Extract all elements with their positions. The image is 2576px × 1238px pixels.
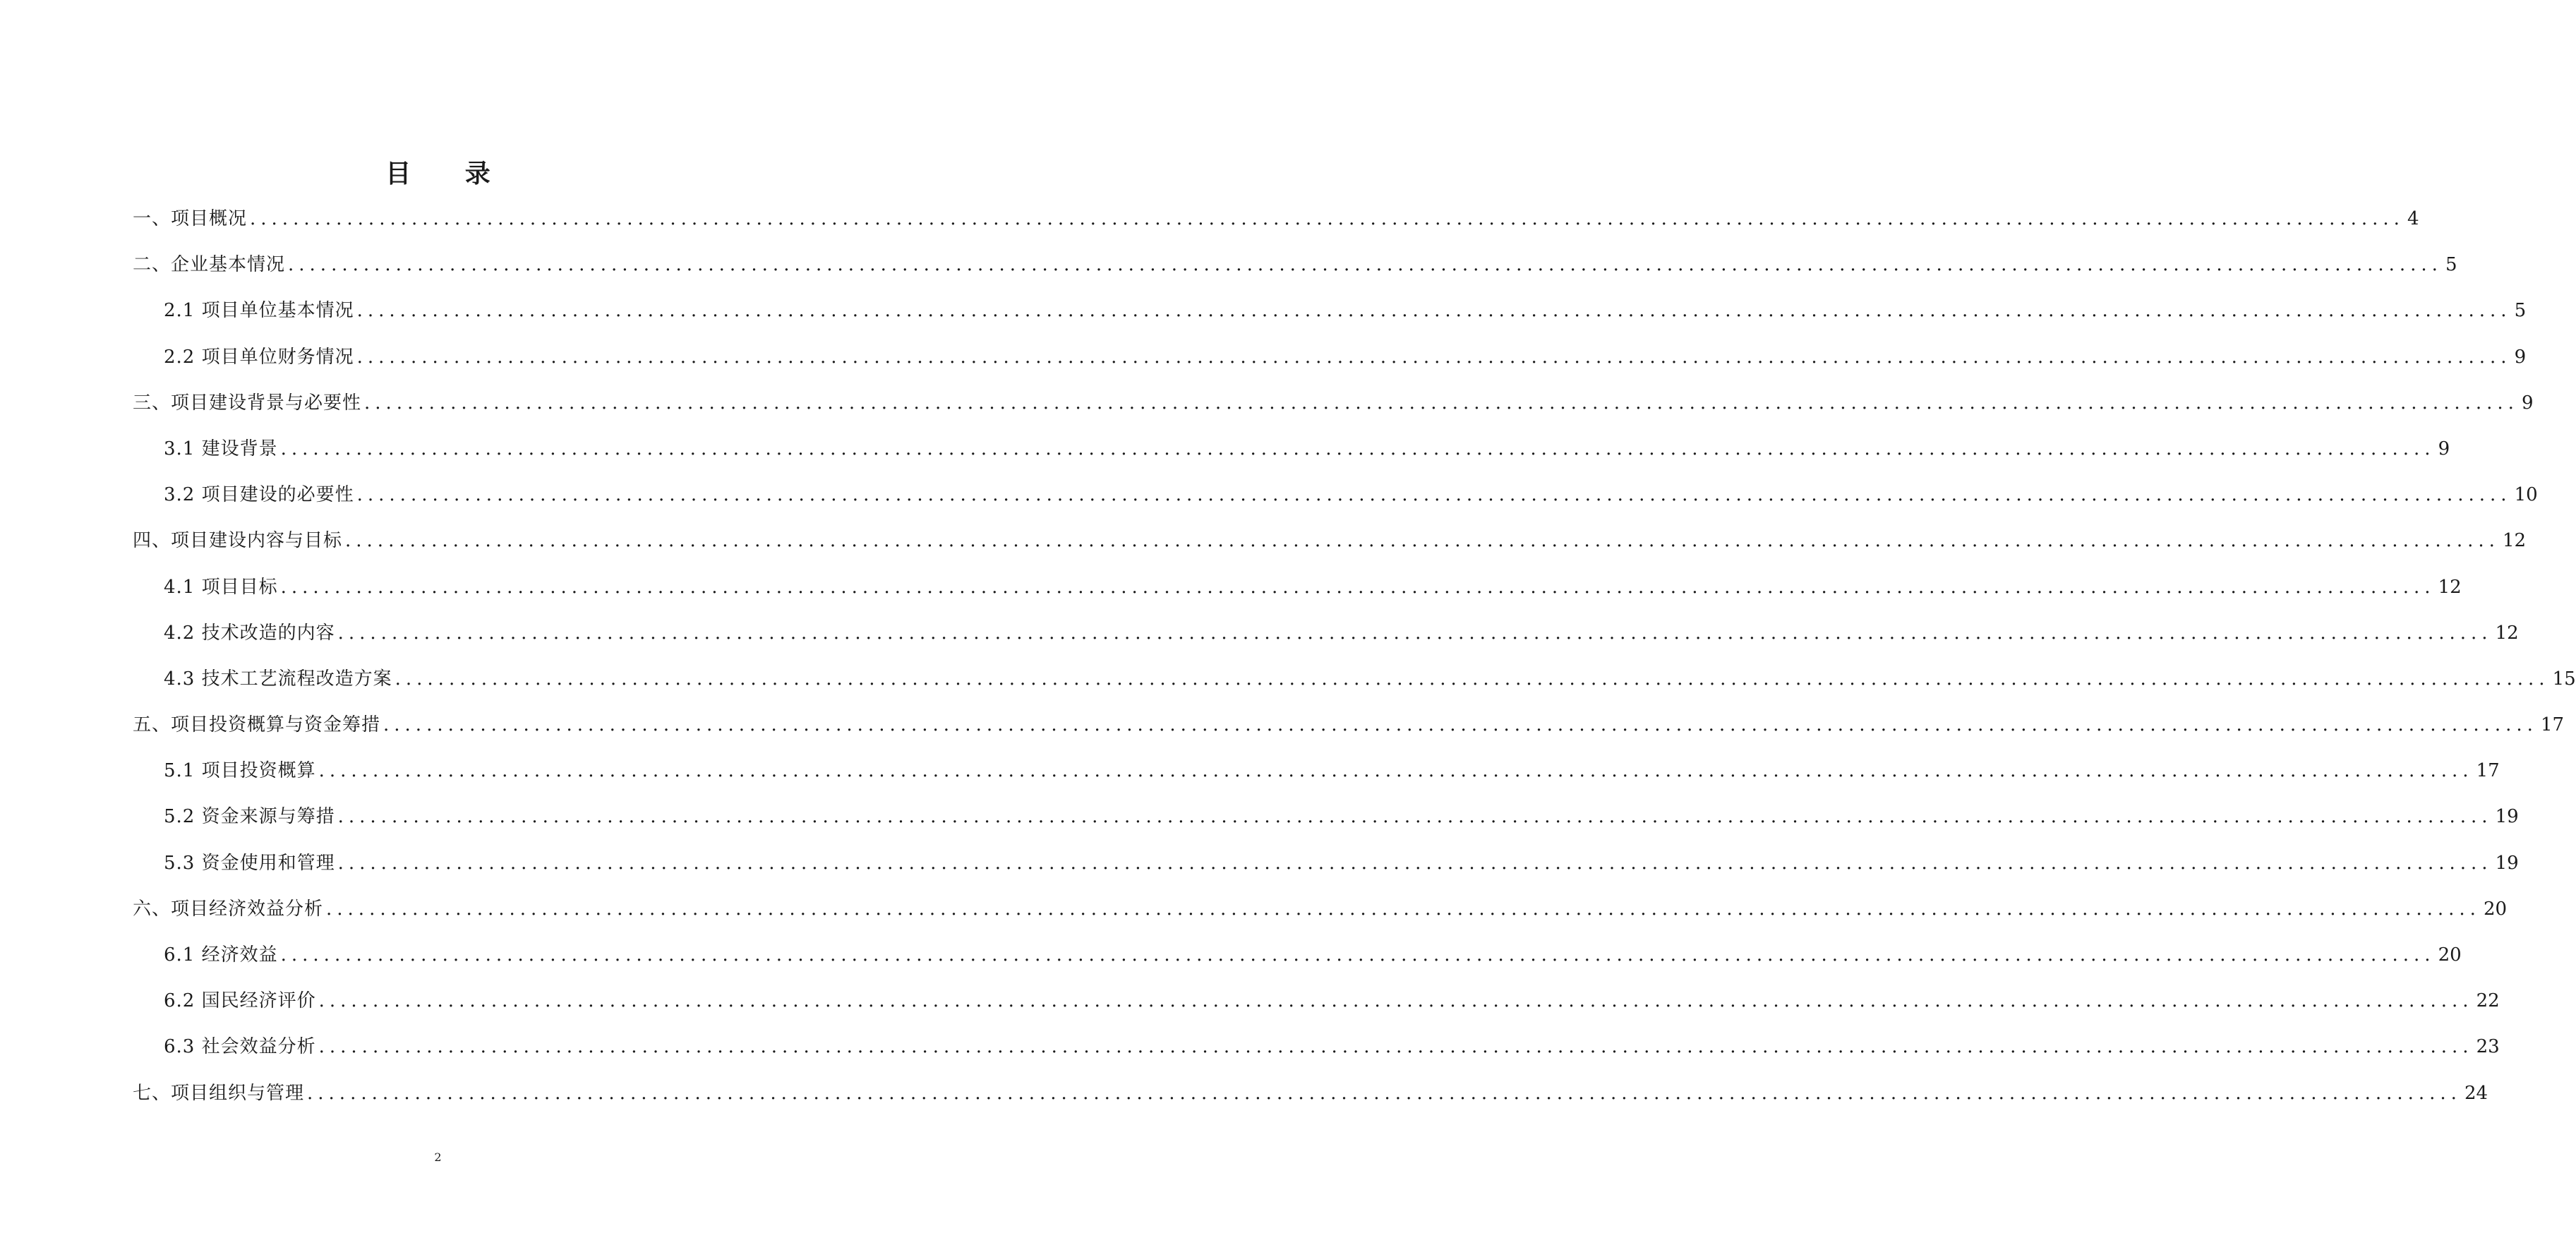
toc-leader-dots: ........................................................................................................................................................................................................: [280, 944, 2436, 966]
toc-entry-page: 19: [2495, 806, 2519, 828]
toc-leader-dots: ........................................................................................................................................................................................................: [337, 806, 2493, 828]
toc-entry[interactable]: [133, 757, 2500, 803]
page-number: 2: [434, 1150, 442, 1164]
toc-entry[interactable]: [133, 205, 2419, 251]
toc-entry-page: 4: [2407, 208, 2419, 229]
toc-entry-label: 4.3 技术工艺流程改造方案: [164, 668, 392, 690]
toc-entry-page: 9: [2514, 346, 2527, 368]
toc-entry[interactable]: [133, 803, 2519, 848]
toc-entry[interactable]: [133, 1079, 2488, 1125]
toc-leader-dots: ........................................................................................................................................................................................................: [280, 438, 2436, 459]
toc-title: 目 录: [385, 159, 513, 188]
toc-entry-page: 10: [2514, 484, 2538, 506]
toc-entry-label: 七、项目组织与管理: [133, 1082, 305, 1104]
toc-leader-dots: ........................................................................................................................................................................................................: [307, 1082, 2462, 1104]
toc-entry-page: 20: [2483, 898, 2508, 920]
toc-entry[interactable]: [133, 527, 2527, 572]
toc-entry-page: 24: [2464, 1082, 2488, 1104]
toc-entry[interactable]: [133, 849, 2519, 895]
toc-entry-label: 2.2 项目单位财务情况: [164, 346, 354, 368]
toc-leader-dots: ........................................................................................................................................................................................................: [280, 576, 2436, 598]
toc-entry-label: 五、项目投资概算与资金筹措: [133, 714, 381, 736]
toc-leader-dots: ........................................................................................................................................................................................................: [318, 760, 2474, 782]
toc-entry[interactable]: [133, 296, 2527, 342]
toc-entry-page: 15: [2552, 668, 2576, 690]
toc-entry[interactable]: [133, 435, 2450, 481]
toc-entry-page: 19: [2495, 852, 2519, 874]
table-of-contents: [133, 205, 2576, 1125]
toc-entry-label: 4.1 项目目标: [164, 576, 278, 598]
toc-leader-dots: ........................................................................................................................................................................................................: [318, 1036, 2474, 1058]
toc-entry[interactable]: [133, 389, 2534, 435]
toc-leader-dots: ........................................................................................................................................................................................................: [250, 208, 2405, 229]
toc-entry-page: 17: [2476, 760, 2500, 782]
toc-entry-page: 9: [2521, 392, 2534, 414]
toc-leader-dots: ........................................................................................................................................................................................................: [337, 852, 2493, 874]
toc-leader-dots: ........................................................................................................................................................................................................: [395, 668, 2550, 690]
toc-entry-page: 17: [2540, 714, 2565, 736]
toc-entry[interactable]: [133, 941, 2462, 987]
toc-entry-label: 一、项目概况: [133, 208, 248, 229]
toc-entry-label: 四、项目建设内容与目标: [133, 530, 343, 552]
toc-entry-label: 2.1 项目单位基本情况: [164, 300, 354, 322]
toc-entry-label: 6.1 经济效益: [164, 944, 278, 966]
toc-entry-label: 6.2 国民经济评价: [164, 990, 316, 1012]
toc-entry-page: 12: [2438, 576, 2462, 598]
toc-entry-page: 12: [2502, 530, 2527, 552]
toc-entry-label: 六、项目经济效益分析: [133, 898, 324, 920]
toc-entry-label: 3.2 项目建设的必要性: [164, 484, 354, 506]
toc-entry[interactable]: [133, 481, 2538, 527]
toc-leader-dots: ........................................................................................................................................................................................................: [364, 392, 2519, 414]
toc-leader-dots: ........................................................................................................................................................................................................: [337, 622, 2493, 644]
toc-entry-label: 三、项目建设背景与必要性: [133, 392, 362, 414]
toc-entry[interactable]: [133, 665, 2576, 711]
toc-entry-page: 5: [2514, 300, 2527, 322]
toc-leader-dots: ........................................................................................................................................................................................................: [356, 346, 2512, 368]
toc-entry-label: 4.2 技术改造的内容: [164, 622, 335, 644]
toc-leader-dots: ........................................................................................................................................................................................................: [356, 300, 2512, 322]
toc-entry-label: 6.3 社会效益分析: [164, 1036, 316, 1058]
toc-entry[interactable]: [133, 895, 2508, 941]
toc-entry-label: 二、企业基本情况: [133, 254, 286, 276]
toc-entry[interactable]: [133, 711, 2565, 757]
toc-leader-dots: ........................................................................................................................................................................................................: [383, 714, 2538, 736]
toc-entry[interactable]: [133, 619, 2519, 665]
toc-leader-dots: ........................................................................................................................................................................................................: [345, 530, 2500, 552]
toc-entry-page: 5: [2445, 254, 2457, 276]
toc-leader-dots: ........................................................................................................................................................................................................: [326, 898, 2481, 920]
toc-entry-page: 23: [2476, 1036, 2500, 1058]
toc-entry-page: 9: [2438, 438, 2450, 459]
toc-leader-dots: ........................................................................................................................................................................................................: [288, 254, 2443, 276]
toc-entry-label: 5.2 资金来源与筹措: [164, 806, 335, 828]
toc-leader-dots: ........................................................................................................................................................................................................: [318, 990, 2474, 1012]
toc-entry[interactable]: [133, 573, 2462, 619]
toc-entry[interactable]: [133, 987, 2500, 1033]
toc-entry[interactable]: [133, 343, 2527, 389]
toc-entry[interactable]: [133, 1033, 2500, 1078]
toc-entry-label: 3.1 建设背景: [164, 438, 278, 459]
toc-entry-label: 5.3 资金使用和管理: [164, 852, 335, 874]
toc-entry-page: 12: [2495, 622, 2519, 644]
toc-entry-label: 5.1 项目投资概算: [164, 760, 316, 782]
toc-entry[interactable]: [133, 251, 2457, 296]
toc-entry-page: 20: [2438, 944, 2462, 966]
toc-entry-page: 22: [2476, 990, 2500, 1012]
toc-leader-dots: ........................................................................................................................................................................................................: [356, 484, 2512, 506]
